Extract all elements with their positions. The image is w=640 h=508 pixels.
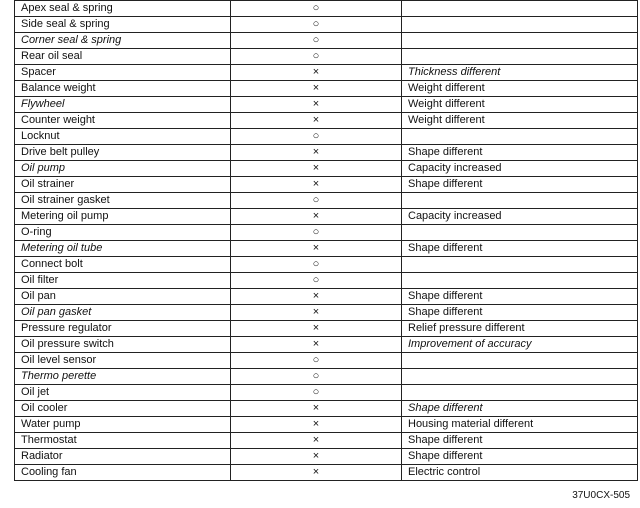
compatibility-mark-cell: ○ — [231, 33, 402, 49]
compatibility-mark-cell: × — [231, 241, 402, 257]
remark-cell: Thickness different — [402, 65, 638, 81]
remark-cell: Relief pressure different — [402, 321, 638, 337]
table-row — [15, 257, 638, 273]
remark-cell: Shape different — [402, 449, 638, 465]
compatibility-mark-cell: × — [231, 449, 402, 465]
part-name-cell: Water pump — [15, 417, 231, 433]
compatibility-mark-cell: × — [231, 337, 402, 353]
remark-cell: Weight different — [402, 81, 638, 97]
table-row — [15, 289, 638, 305]
part-name-cell: Flywheel — [15, 97, 231, 113]
part-name-cell: Oil strainer gasket — [15, 193, 231, 209]
part-name-cell: Side seal & spring — [15, 17, 231, 33]
part-name-cell: Oil strainer — [15, 177, 231, 193]
table-row — [15, 321, 638, 337]
table-row — [15, 465, 638, 481]
part-name-cell: Corner seal & spring — [15, 33, 231, 49]
table-row — [15, 209, 638, 225]
compatibility-mark-cell: ○ — [231, 193, 402, 209]
remark-cell: Shape different — [402, 305, 638, 321]
part-name-cell: Connect bolt — [15, 257, 231, 273]
part-name-cell: Counter weight — [15, 113, 231, 129]
part-name-cell: Rear oil seal — [15, 49, 231, 65]
table-row — [15, 241, 638, 257]
remark-cell — [402, 33, 638, 49]
remark-cell: Housing material different — [402, 417, 638, 433]
compatibility-mark-cell: × — [231, 145, 402, 161]
compatibility-mark-cell: ○ — [231, 273, 402, 289]
remark-cell — [402, 369, 638, 385]
parts-comparison-table — [14, 0, 638, 481]
table-row — [15, 33, 638, 49]
part-name-cell: Thermostat — [15, 433, 231, 449]
table-row — [15, 113, 638, 129]
compatibility-mark-cell: × — [231, 65, 402, 81]
table-row — [15, 49, 638, 65]
part-name-cell: Metering oil pump — [15, 209, 231, 225]
remark-cell: Shape different — [402, 289, 638, 305]
compatibility-mark-cell: × — [231, 113, 402, 129]
remark-cell — [402, 225, 638, 241]
remark-cell — [402, 273, 638, 289]
part-name-cell: Locknut — [15, 129, 231, 145]
part-name-cell: Oil jet — [15, 385, 231, 401]
table-row — [15, 305, 638, 321]
table-row — [15, 161, 638, 177]
part-name-cell: Radiator — [15, 449, 231, 465]
table-row — [15, 225, 638, 241]
compatibility-mark-cell: ○ — [231, 17, 402, 33]
remark-cell — [402, 385, 638, 401]
remark-cell — [402, 193, 638, 209]
compatibility-mark-cell: × — [231, 433, 402, 449]
remark-cell: Electric control — [402, 465, 638, 481]
remark-cell: Improvement of accuracy — [402, 337, 638, 353]
part-name-cell: Cooling fan — [15, 465, 231, 481]
remark-cell: Shape different — [402, 401, 638, 417]
compatibility-mark-cell: × — [231, 401, 402, 417]
parts-table-body — [15, 1, 638, 481]
table-row — [15, 417, 638, 433]
table-row — [15, 337, 638, 353]
table-row — [15, 193, 638, 209]
part-name-cell: Balance weight — [15, 81, 231, 97]
table-row — [15, 385, 638, 401]
table-row — [15, 1, 638, 17]
compatibility-mark-cell: × — [231, 417, 402, 433]
remark-cell: Capacity increased — [402, 209, 638, 225]
remark-cell: Shape different — [402, 177, 638, 193]
part-name-cell: Oil pump — [15, 161, 231, 177]
part-name-cell: Oil pan — [15, 289, 231, 305]
part-name-cell: Oil pan gasket — [15, 305, 231, 321]
compatibility-mark-cell: ○ — [231, 385, 402, 401]
remark-cell — [402, 17, 638, 33]
compatibility-mark-cell: × — [231, 465, 402, 481]
remark-cell: Weight different — [402, 97, 638, 113]
remark-cell — [402, 49, 638, 65]
table-row — [15, 81, 638, 97]
compatibility-mark-cell: ○ — [231, 257, 402, 273]
remark-cell: Capacity increased — [402, 161, 638, 177]
table-row — [15, 145, 638, 161]
table-row — [15, 369, 638, 385]
part-name-cell: Thermo perette — [15, 369, 231, 385]
part-name-cell: Metering oil tube — [15, 241, 231, 257]
remark-cell: Shape different — [402, 145, 638, 161]
remark-cell — [402, 353, 638, 369]
table-row — [15, 273, 638, 289]
table-row — [15, 177, 638, 193]
part-name-cell: Drive belt pulley — [15, 145, 231, 161]
compatibility-mark-cell: × — [231, 289, 402, 305]
remark-cell — [402, 257, 638, 273]
compatibility-mark-cell: ○ — [231, 353, 402, 369]
part-name-cell: Oil filter — [15, 273, 231, 289]
compatibility-mark-cell: ○ — [231, 129, 402, 145]
table-row — [15, 17, 638, 33]
remark-cell: Shape different — [402, 241, 638, 257]
part-name-cell: Pressure regulator — [15, 321, 231, 337]
compatibility-mark-cell: × — [231, 81, 402, 97]
compatibility-mark-cell: × — [231, 177, 402, 193]
part-name-cell: O-ring — [15, 225, 231, 241]
compatibility-mark-cell: ○ — [231, 369, 402, 385]
figure-code: 37U0CX-505 — [572, 490, 630, 501]
part-name-cell: Oil cooler — [15, 401, 231, 417]
compatibility-mark-cell: × — [231, 305, 402, 321]
table-row — [15, 129, 638, 145]
table-row — [15, 353, 638, 369]
remark-cell — [402, 129, 638, 145]
part-name-cell: Spacer — [15, 65, 231, 81]
table-row — [15, 449, 638, 465]
compatibility-mark-cell: × — [231, 209, 402, 225]
part-name-cell: Oil pressure switch — [15, 337, 231, 353]
table-row — [15, 97, 638, 113]
remark-cell — [402, 1, 638, 17]
part-name-cell: Apex seal & spring — [15, 1, 231, 17]
compatibility-mark-cell: ○ — [231, 225, 402, 241]
remark-cell: Weight different — [402, 113, 638, 129]
compatibility-mark-cell: ○ — [231, 1, 402, 17]
compatibility-mark-cell: ○ — [231, 49, 402, 65]
compatibility-mark-cell: × — [231, 321, 402, 337]
table-row — [15, 433, 638, 449]
compatibility-mark-cell: × — [231, 97, 402, 113]
part-name-cell: Oil level sensor — [15, 353, 231, 369]
table-row — [15, 401, 638, 417]
compatibility-mark-cell: × — [231, 161, 402, 177]
table-row — [15, 65, 638, 81]
remark-cell: Shape different — [402, 433, 638, 449]
